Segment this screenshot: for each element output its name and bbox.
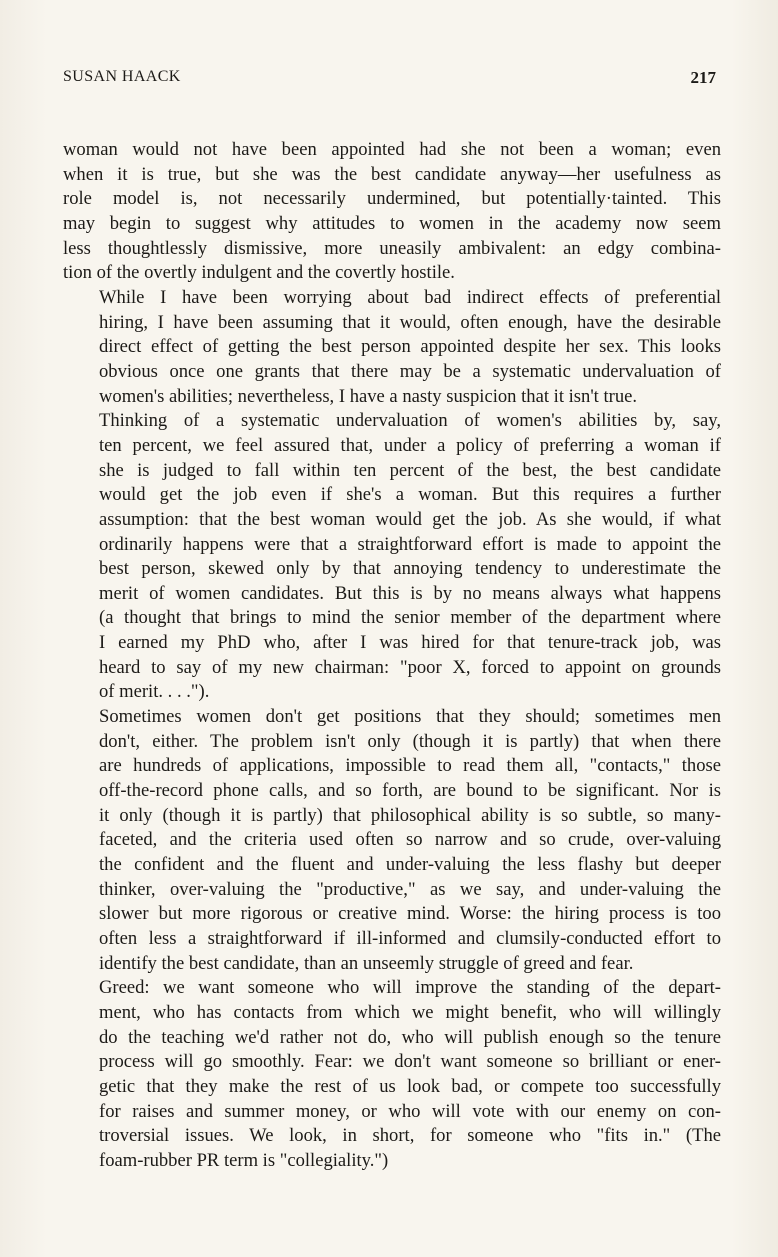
text-line: identify the best candidate, than an unseemly struggle of greed and fear. xyxy=(99,952,634,974)
text-line: woman would not have been appointed had she not been a woman; even xyxy=(63,139,721,160)
paragraph-5 xyxy=(63,976,721,1173)
text-line: getic that they make the rest of us look bad, or compete too successfully xyxy=(99,1075,721,1097)
text-line: for raises and summer money, or who will vote with our enemy on con- xyxy=(99,1100,721,1122)
text-line: I earned my PhD who, after I was hired for that tenure-track job, was xyxy=(99,632,721,654)
text-line: hiring, I have been assuming that it would, often enough, have the desirable xyxy=(99,311,721,333)
text-line: the confident and the fluent and under-valuing the less flashy but deeper xyxy=(99,854,721,876)
text-line: less thoughtlessly dismissive, more uneasily ambivalent: an edgy combina- xyxy=(63,237,721,259)
text-line: Thinking of a systematic undervaluation of women's abilities by, say, xyxy=(99,410,721,432)
text-line: role model is, not necessarily undermined, but potentially·tainted. This xyxy=(63,188,721,210)
text-line: ordinarily happens were that a straightforward effort is made to appoint the xyxy=(99,533,721,555)
text-line: direct effect of getting the best person appointed despite her sex. This looks xyxy=(99,336,721,358)
text-line: merit of women candidates. But this is by no means always what happens xyxy=(99,582,721,604)
text-line: don't, either. The problem isn't only (though it is partly) that when there xyxy=(99,730,721,752)
text-line: ten percent, we feel assured that, under a policy of preferring a woman if xyxy=(99,434,721,456)
text-line: troversial issues. We look, in short, for someone who "fits in." (The xyxy=(99,1125,721,1147)
body-text xyxy=(63,138,721,1174)
paragraph-2 xyxy=(63,286,721,409)
text-line: when it is true, but she was the best candidate anyway—her usefulness as xyxy=(63,163,721,185)
paragraph-1 xyxy=(63,138,721,286)
paragraph-3 xyxy=(63,409,721,705)
text-line: foam-rubber PR term is "collegiality.") xyxy=(99,1149,389,1171)
running-head-author: SUSAN HAACK xyxy=(63,68,181,85)
text-line: Greed: we want someone who will improve the standing of the depart- xyxy=(99,977,721,999)
text-line: obvious once one grants that there may be a systematic undervaluation of xyxy=(99,360,721,382)
text-line: of merit. . . ."). xyxy=(99,681,210,703)
text-line: do the teaching we'd rather not do, who will publish enough so the tenure xyxy=(99,1026,721,1048)
text-line: Sometimes women don't get positions that they should; sometimes men xyxy=(99,706,721,728)
text-line: off-the-record phone calls, and so forth, are bound to be significant. Nor is xyxy=(99,780,721,802)
page-number: 217 xyxy=(690,68,716,87)
text-line: would get the job even if she's a woman. But this requires a further xyxy=(99,484,721,506)
text-line: slower but more rigorous or creative mind. Worse: the hiring process is too xyxy=(99,903,721,925)
text-line: (a thought that brings to mind the senior member of the department where xyxy=(99,607,721,629)
text-line: thinker, over-valuing the "productive," as we say, and under-valuing the xyxy=(99,878,721,900)
text-line: women's abilities; nevertheless, I have a nasty suspicion that it isn't true. xyxy=(99,385,638,407)
paragraph-4 xyxy=(63,705,721,976)
text-line: best person, skewed only by that annoying tendency to underestimate the xyxy=(99,558,721,580)
text-line: may begin to suggest why attitudes to women in the academy now seem xyxy=(63,212,721,234)
text-line: assumption: that the best woman would get the job. As she would, if what xyxy=(99,508,721,530)
text-line: While I have been worrying about bad indirect effects of preferential xyxy=(99,286,721,308)
running-head xyxy=(63,68,716,90)
text-line: ment, who has contacts from which we might benefit, who will willingly xyxy=(99,1001,721,1023)
text-line: it only (though it is partly) that philosophical ability is so subtle, so many- xyxy=(99,804,721,826)
text-line: process will go smoothly. Fear: we don't want someone so brilliant or ener- xyxy=(99,1051,721,1073)
text-line: are hundreds of applications, impossible to read them all, "contacts," those xyxy=(99,755,721,777)
text-line: she is judged to fall within ten percent of the best, the best candidate xyxy=(99,459,721,481)
text-line: heard to say of my new chairman: "poor X, forced to appoint on grounds xyxy=(99,656,721,678)
text-line: faceted, and the criteria used often so narrow and so crude, over-valuing xyxy=(99,829,721,851)
text-line: tion of the overtly indulgent and the covertly hostile. xyxy=(63,262,455,284)
text-line: often less a straightforward if ill-informed and clumsily-conducted effort to xyxy=(99,928,721,949)
